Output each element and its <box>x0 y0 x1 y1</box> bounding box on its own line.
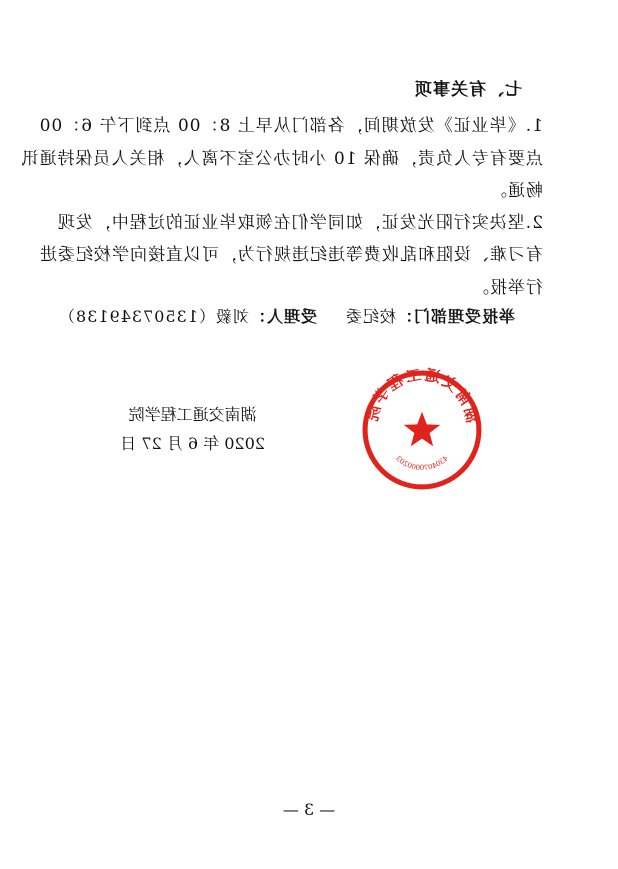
paragraph-2-line-2: 有刁难、设阻和乱收费等违纪违规行为，可以直接向学校纪委进 <box>39 245 543 265</box>
person-label: 受理人： <box>248 307 317 326</box>
signature-date: 2020 年 6 月 27 日 <box>120 434 265 453</box>
paragraph-1-line-1: 1.《毕业证》发放期间，各部门从早上 8：00 点到下午 6：00 <box>38 116 543 136</box>
signature-org: 湖南交通工程学院 <box>128 405 257 424</box>
seal-ring-text: 湖南交通工程学院 <box>362 365 482 425</box>
dept-value: 校纪委 <box>344 307 396 326</box>
paragraph-2-line-1: 2.坚决实行阳光发证，如同学们在领取毕业证的过程中，发现 <box>56 213 543 233</box>
seal-star-icon <box>404 412 441 447</box>
official-seal <box>361 365 483 495</box>
paragraph-1-line-2: 点要有专人负责，确保 10 小时办公室不离人，相关人员保持通讯 <box>20 149 543 169</box>
report-contact-line <box>58 304 515 327</box>
page-number: — 3 — <box>282 800 336 819</box>
seal-code: 4304070000203 <box>394 453 450 473</box>
person-value: 刘毅（13507349138） <box>57 307 249 326</box>
signature-block <box>120 400 265 458</box>
section-heading: 七、有关事项 <box>414 80 522 100</box>
dept-label: 举报受理部门： <box>395 307 515 326</box>
paragraph-2-line-3: 行举报。 <box>471 278 543 298</box>
paragraph-1-line-3: 畅通。 <box>489 181 543 201</box>
